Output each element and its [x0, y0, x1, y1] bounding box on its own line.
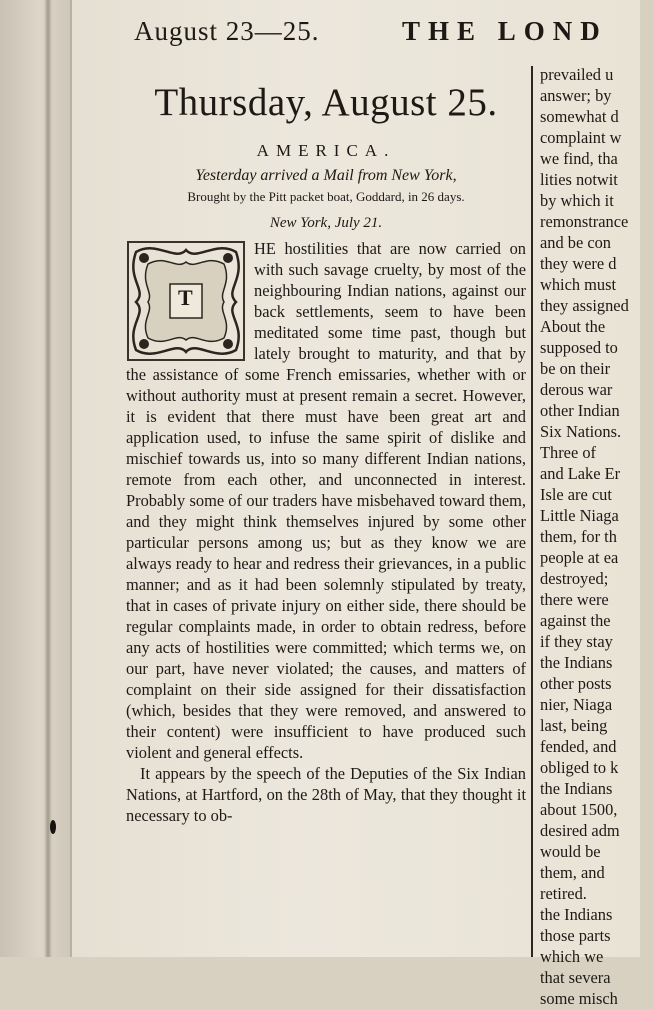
right-column-line: we find, tha: [540, 149, 618, 168]
right-column-line: prevailed u: [540, 65, 614, 84]
right-column-line: About the: [540, 317, 606, 336]
right-column-line: fended, and: [540, 737, 617, 756]
dateline: New York, July 21.: [269, 215, 383, 231]
right-column-line: remonstrance: [540, 212, 629, 231]
page-header: [134, 16, 654, 56]
packet-boat-line: Brought by the Pitt packet boat, Goddard, in 26 days.: [187, 189, 465, 204]
header-date-range: August 23—25.: [134, 16, 320, 46]
right-column-line: some misch: [540, 989, 618, 1008]
right-column-line: and be con: [540, 233, 611, 252]
right-column-line: desired adm: [540, 821, 620, 840]
section-heading: AMERICA.: [256, 141, 396, 160]
right-column: [540, 64, 640, 1008]
right-column-line: the Indians: [540, 653, 613, 672]
ornamental-dropcap: [126, 240, 246, 362]
right-column-line: derous war: [540, 380, 613, 399]
right-column-line: and Lake Er: [540, 464, 621, 483]
right-column-line: about 1500,: [540, 800, 618, 819]
column-rule: [531, 66, 533, 957]
right-column-line: last, being: [540, 716, 608, 735]
right-column-line: other posts: [540, 674, 612, 693]
right-column-line: if they stay: [540, 632, 613, 651]
right-column-line: destroyed;: [540, 569, 609, 588]
ink-blot: [50, 820, 56, 834]
right-column-line: the Indians: [540, 779, 613, 798]
right-column-line: Isle are cut: [540, 485, 612, 504]
right-column-line: other Indian: [540, 401, 620, 420]
dropcap-letter: T: [178, 285, 193, 310]
right-column-line: those parts: [540, 926, 611, 945]
right-column-line: there were: [540, 590, 609, 609]
main-column: [126, 76, 526, 957]
right-column-line: obliged to k: [540, 758, 619, 777]
right-column-line: supposed to: [540, 338, 618, 357]
right-column-line: the Indians: [540, 905, 613, 924]
article-body: [126, 238, 526, 826]
right-column-line: that severa: [540, 968, 611, 987]
right-column-line: retired.: [540, 884, 587, 903]
header-paper-title: THE LOND: [402, 16, 608, 46]
right-column-line: be on their: [540, 359, 611, 378]
right-column-line: Three of: [540, 443, 596, 462]
article-paragraph: It appears by the speech of the Deputies of the Six Indian Nations, at Hartford, on the 28th of May, that they thought it necessary to ob-: [126, 764, 526, 825]
right-column-line: they were d: [540, 254, 617, 273]
right-column-line: would be: [540, 842, 601, 861]
newspaper-page: [72, 0, 640, 1008]
right-column-line: which we: [540, 947, 604, 966]
right-column-line: Six Nations.: [540, 422, 622, 441]
right-column-line: somewhat d: [540, 107, 619, 126]
article-paragraph: HE hostilities that are now carried on with such savage cruelty, by most of the neighbouring Indian nations, against our back settlements, seem to have been meditated some time past, though but lately brought to maturity, and that by the assistance of some French emissaries, whether with or without authority must at present remain a secret. However, it is evident that there must have been great art and application used, to infuse the same spirit of dislike and mischief towards us, into so many different Indian nations, remote from each other, and unconnected in interest. Probably some of our traders have misbehaved toward them, and they might think themselves injured by some other particular persons among us; but as they know we are always ready to hear and redress their grievances, in a public manner; and as it had been solemnly stipulated by treaty, that in cases of private injury on either side, there should be regular complaints made, in order to obtain redress, before any acts of hostilities were committed; which terms we, on our part, have never violated; the causes, and matters of complaint on their side assigned for their dissatisfaction (which, besides that they were removed, and answered to their content) were insufficient to have produced such violent and general effects.: [126, 239, 526, 762]
right-column-line: which must: [540, 275, 617, 294]
right-column-line: people at ea: [540, 548, 619, 567]
right-column-line: Little Niaga: [540, 506, 619, 525]
right-column-line: complaint w: [540, 128, 622, 147]
right-column-line: against the: [540, 611, 611, 630]
right-column-line: lities notwit: [540, 170, 618, 189]
right-column-line: by which it: [540, 191, 614, 210]
right-column-line: answer; by: [540, 86, 612, 105]
right-column-line: they assigned: [540, 296, 629, 315]
right-column-line: them, for th: [540, 527, 617, 546]
mail-arrival-line: Yesterday arrived a Mail from New York,: [195, 167, 457, 184]
paper-fold-shadow: [44, 0, 52, 957]
right-column-line: them, and: [540, 863, 605, 882]
right-column-line: nier, Niaga: [540, 695, 613, 714]
left-page-margin: [0, 0, 72, 957]
date-heading: Thursday, August 25.: [154, 81, 498, 124]
